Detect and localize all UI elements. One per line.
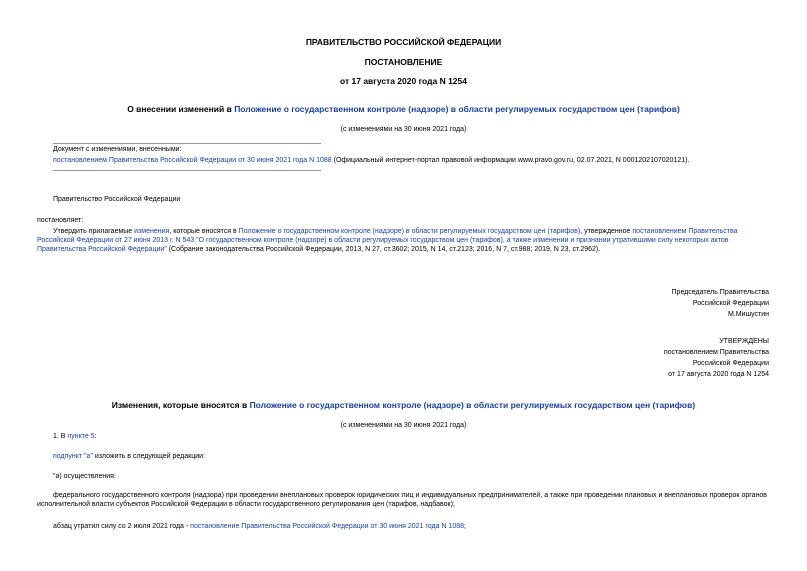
divider-top [53,143,321,144]
p1-text-b: , которые вносятся в [169,228,239,235]
item1-text-b: : [94,433,97,440]
document-title [0,104,807,115]
title-prefix: О внесении изменений в [127,104,235,114]
subpoint-line [53,452,205,461]
document-date: от 17 августа 2020 года N 1254 [340,76,467,86]
resolves-word: постановляет: [37,217,84,224]
amending-resolution-link[interactable]: постановлением Правительства Российской Федерации от 30 июня 2021 года N 1088 [53,157,332,164]
government-name: Правительство Российской Федерации [53,196,181,203]
resolution-1088-link[interactable]: постановление Правительства Российской Федерации от 30 июня 2021 года N 1088 [190,523,465,530]
approved-date: от 17 августа 2020 года N 1254 [668,371,769,378]
item-1 [53,432,97,441]
paragraph-approve [37,227,770,254]
changes-link[interactable]: изменения [134,228,170,235]
government-header: ПРАВИТЕЛЬСТВО РОССИЙСКОЙ ФЕДЕРАЦИИ [305,37,502,47]
p1-text-c: , утвержденное [580,228,633,235]
divider-bottom [53,170,321,171]
changes-title [0,400,807,411]
subpoint-text: изложить в следующей редакции: [92,453,205,460]
control-paragraph: федерального государственного контроля (надзора) при проведении внеплановых проверок юридических лиц и индивидуальных предпринимателей, а также при проведении плановых и внеплановых проверок органов исполнительной власти субъектов Российской Федерации в области государственного регулирования цен (тарифов, надбавок); [37,492,767,509]
subpoint-a-link[interactable]: подпункт "а" [53,453,93,460]
lost-force-paragraph [53,522,466,531]
changes-sources [53,156,773,165]
publication-source: (Официальный интернет-портал правовой информации www.pravo.gov.ru, 02.07.2021, N 0001202107020121). [331,157,690,164]
item1-text-a: 1. В [53,433,68,440]
changes-intro: Документ с изменениями, внесенными: [53,146,182,153]
resolution-543-link[interactable]: постановлением Правительства Российской Федерации от 27 июня 2013 г. N 543 "О государственном контроле (надзоре) в области регулируемых государством цен (тарифов), а также изменении и признании утратившими силу некоторых актов Правительства Российской Федерации" [37,228,738,254]
signature-name: М.Мишустин [727,311,769,318]
signature-country: Российской Федерации [692,300,769,307]
approved-by: постановлением Правительства [663,349,769,356]
quote-start: "а) осуществления: [53,473,116,480]
p1-text-d: (Собрание законодательства Российской Федерации, 2013, N 27, ст.3602; 2015, N 14, ст.2123; 2016, N 7, ст.988; 2019, N 23, ст.2962). [166,246,601,254]
point-5-link[interactable]: пункте 5 [67,433,95,440]
lost-text-b: ; [464,523,466,530]
document-type: ПОСТАНОВЛЕНИЕ [364,57,443,67]
changes-title-link[interactable]: Положение о государственном контроле (надзоре) в области регулируемых государством цен (тарифов) [249,400,696,410]
lost-text-a: абзац утратил силу со 2 июля 2021 года - [53,523,191,530]
regulation-link[interactable]: Положение о государственном контроле (надзоре) в области регулируемых государством цен (тарифов) [238,228,581,235]
p1-text-a: Утвердить прилагаемые [53,228,135,235]
amendment-note: (с изменениями на 30 июня 2021 года) [340,126,467,133]
changes-title-prefix: Изменения, которые вносятся в [111,400,250,410]
changes-amendment-note: (с изменениями на 30 июня 2021 года) [340,422,467,429]
signature-title: Председатель Правительства [671,289,769,296]
approved-country: Российской Федерации [692,360,769,367]
title-link[interactable]: Положение о государственном контроле (надзоре) в области регулируемых государством цен (тарифов) [234,104,680,114]
approved-label: УТВЕРЖДЕНЫ [719,338,769,345]
